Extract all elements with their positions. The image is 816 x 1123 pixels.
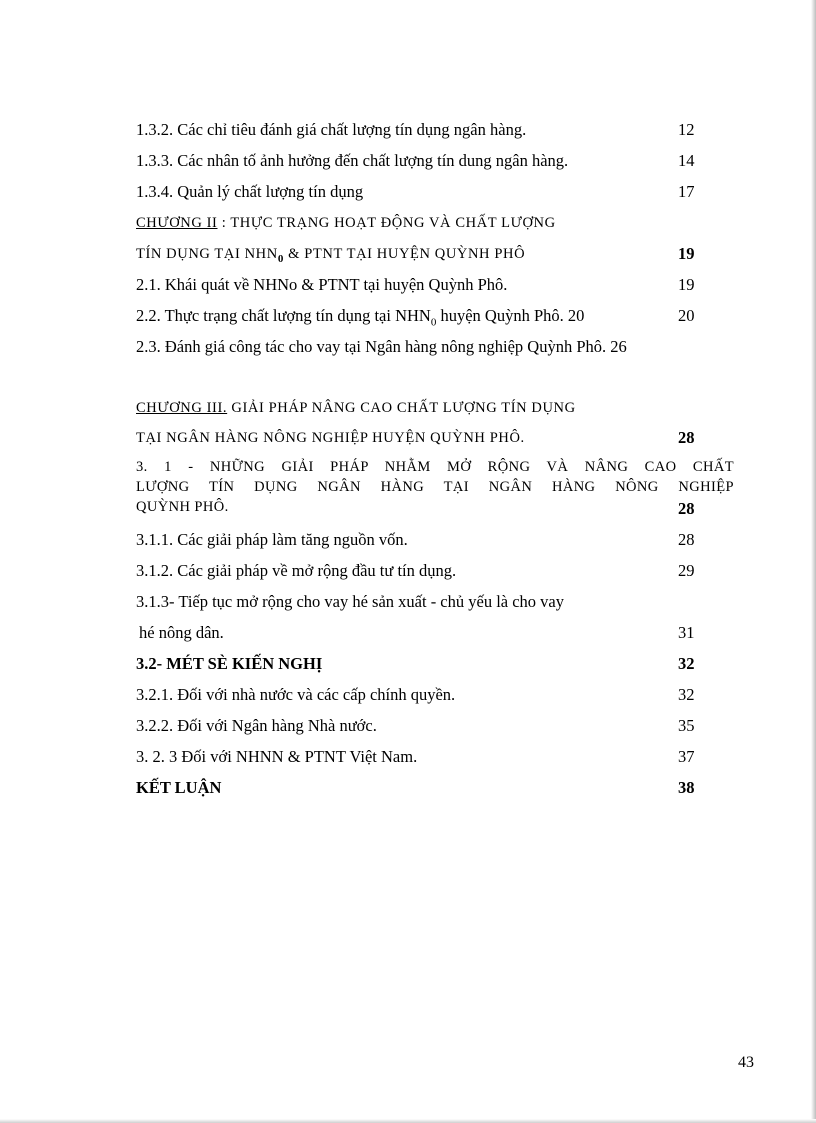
toc-entry-page: 38	[678, 778, 695, 797]
toc-entry-page: 29	[678, 561, 695, 580]
toc-entry-2-3	[136, 336, 627, 358]
subscript: 0	[277, 252, 284, 265]
toc-section-3-1-line-3: QUỲNH PHÔ.	[136, 499, 229, 515]
chapter-label: CHƯƠNG II	[136, 215, 218, 231]
subscript: 0	[430, 316, 437, 329]
toc-entry-text: 3.1.3- Tiếp tục mở rộng cho vay hé sản xuất - chủ yếu là cho vay	[136, 592, 565, 611]
toc-entry-page: 14	[678, 151, 695, 170]
toc-entry-3-1-3-cont	[139, 622, 224, 644]
toc-entry-text: 3.2.2. Đối với Ngân hàng Nhà nước.	[136, 716, 377, 735]
toc-chapter-3-heading	[136, 397, 576, 419]
toc-section-3-1-line-2: LƯỢNG TÍN DỤNG NGÂN HÀNG TẠI NGÂN HÀNG NÔNG NGHIỆP	[136, 479, 734, 495]
toc-entry-page: 20	[678, 306, 695, 325]
toc-entry-text: 2.2. Thực trạng chất lượng tín dụng tại NHN	[136, 306, 431, 325]
toc-entry-1-3-3	[136, 150, 568, 172]
toc-entry-page: 12	[678, 120, 695, 139]
toc-entry-text: hé nông dân.	[139, 623, 224, 642]
toc-entry-3-1-1	[136, 529, 408, 551]
toc-section-3-2	[136, 653, 322, 675]
toc-entry-page: 19	[678, 244, 695, 263]
toc-chapter-3-heading-cont	[136, 427, 525, 449]
toc-entry-page: 28	[678, 428, 695, 447]
toc-section-3-1-line-1: 3. 1 - NHỮNG GIẢI PHÁP NHẰM MỞ RỘNG VÀ NÂNG CAO CHẤT	[136, 459, 734, 475]
toc-entry-text: 1.3.3. Các nhân tố ảnh hưởng đến chất lượng tín dung ngân hàng.	[136, 151, 569, 170]
toc-entry-page: 28	[678, 530, 695, 549]
toc-entry-text: 3. 2. 3 Đối với NHNN & PTNT Việt Nam.	[136, 747, 418, 766]
page-shadow-right	[811, 0, 816, 1123]
toc-entry-page: 31	[678, 623, 695, 642]
toc-conclusion	[136, 777, 221, 799]
toc-entry-1-3-2	[136, 119, 526, 141]
chapter-title: TÍN DỤNG TẠI NHN	[136, 246, 278, 262]
toc-entry-text: 1.3.4. Quản lý chất lượng tín dụng	[136, 182, 364, 201]
toc-entry-page: 37	[678, 747, 695, 766]
toc-entry-text: KẾT LUẬN	[136, 778, 222, 797]
toc-entry-text: 1.3.2. Các chỉ tiêu đánh giá chất lượng tín dụng ngân hàng.	[136, 120, 527, 139]
toc-entry-text: 3.1.1. Các giải pháp làm tăng nguồn vốn.	[136, 530, 408, 549]
toc-chapter-2-heading-cont	[136, 243, 525, 265]
toc-entry-text: huyện Quỳnh Phô. 20	[436, 306, 585, 325]
chapter-title: : THỰC TRẠNG HOẠT ĐỘNG VÀ CHẤT LƯỢNG	[217, 215, 556, 231]
toc-entry-text: 3.2- MÉT SÈ KIẾN NGHỊ	[136, 654, 323, 673]
toc-entry-text: 3.2.1. Đối với nhà nước và các cấp chính quyền.	[136, 685, 456, 704]
toc-entry-3-2-2	[136, 715, 377, 737]
toc-chapter-2-heading	[136, 212, 556, 234]
page-shadow-bottom	[0, 1119, 816, 1123]
toc-entry-page: 35	[678, 716, 695, 735]
chapter-title: & PTNT TẠI HUYỆN QUỲNH PHÔ	[283, 246, 526, 262]
chapter-title: GIẢI PHÁP NÂNG CAO CHẤT LƯỢNG TÍN DỤNG	[227, 400, 576, 416]
toc-entry-text: 2.3. Đánh giá công tác cho vay tại Ngân hàng nông nghiệp Quỳnh Phô. 26	[136, 337, 627, 356]
toc-entry-3-2-1	[136, 684, 455, 706]
toc-entry-3-1-3	[136, 591, 564, 613]
toc-entry-page: 17	[678, 182, 695, 201]
toc-entry-page: 32	[678, 685, 695, 704]
toc-entry-page: 28	[678, 499, 695, 518]
toc-entry-2-1	[136, 274, 507, 296]
toc-entry-page: 19	[678, 275, 695, 294]
toc-entry-2-2	[136, 305, 584, 327]
page-number: 43	[738, 1054, 754, 1071]
toc-entry-text: 2.1. Khái quát về NHNo & PTNT tại huyện Quỳnh Phô.	[136, 275, 508, 294]
chapter-title: TẠI NGÂN HÀNG NÔNG NGHIỆP HUYỆN QUỲNH PHÔ.	[136, 430, 525, 446]
toc-entry-1-3-4	[136, 181, 363, 203]
toc-entry-page: 32	[678, 654, 695, 673]
chapter-label: CHƯƠNG III.	[136, 400, 228, 416]
toc-entry-3-2-3	[136, 746, 417, 768]
toc-entry-3-1-2	[136, 560, 456, 582]
toc-entry-text: 3.1.2. Các giải pháp về mở rộng đầu tư tín dụng.	[136, 561, 457, 580]
